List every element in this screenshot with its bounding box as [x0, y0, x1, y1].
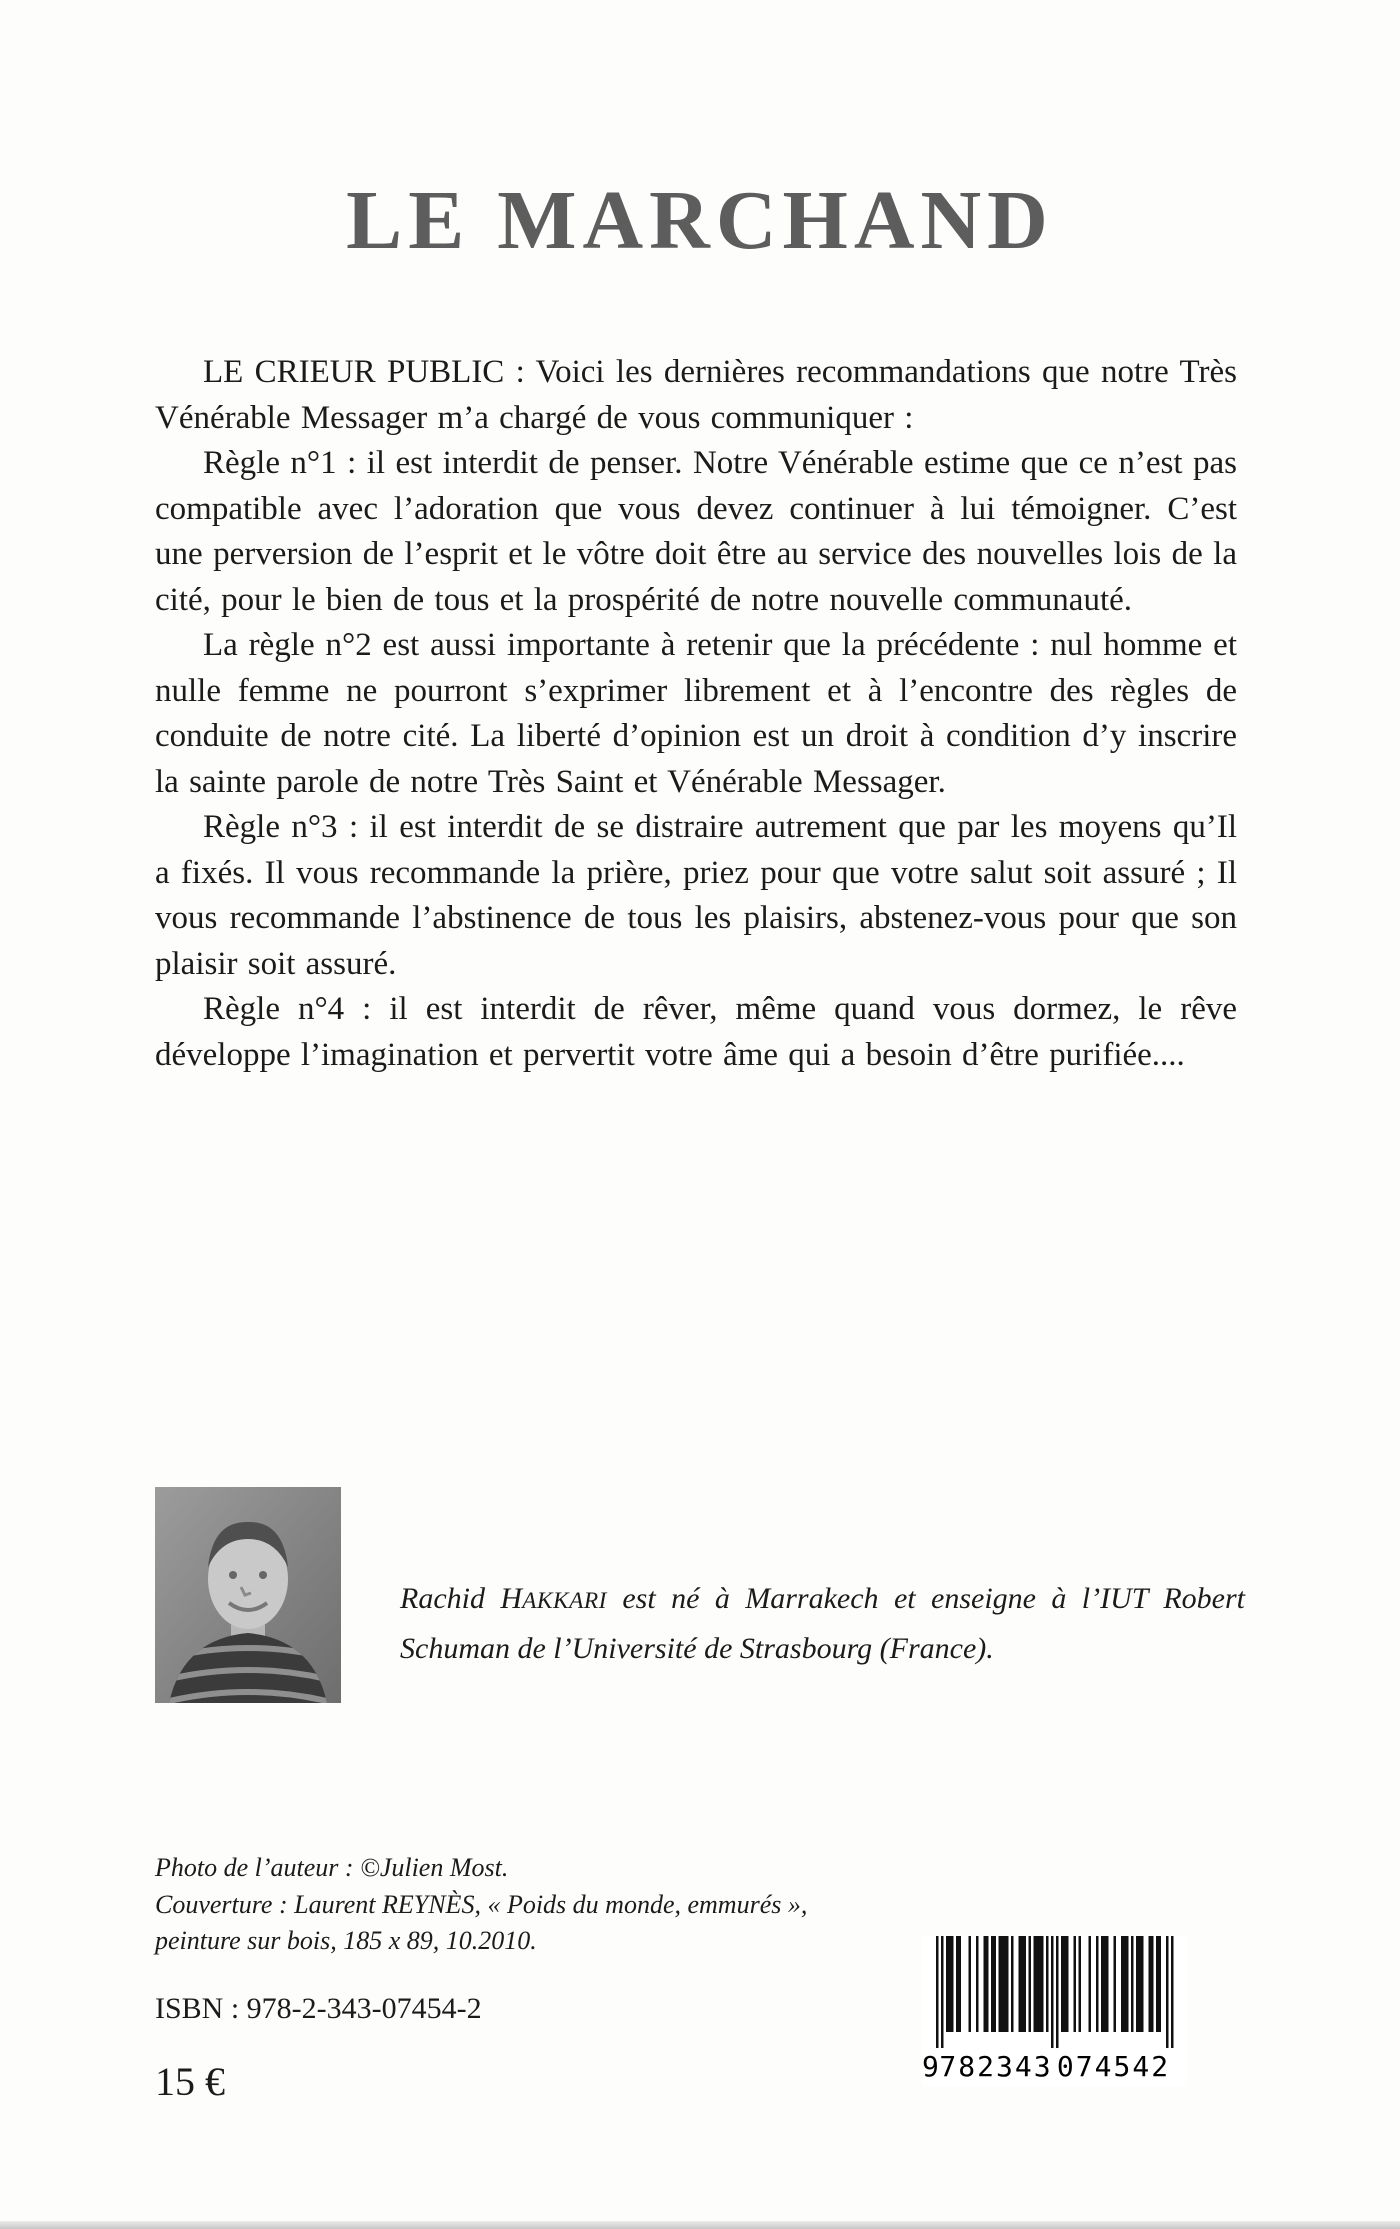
author-bio-text: est né à Marrakech et enseigne à l’IUT Robert Schuman de l’Université de Strasbourg (France). [400, 1582, 1245, 1665]
barcode [922, 1936, 1187, 2086]
page-bottom-edge [0, 2221, 1400, 2229]
body-paragraph: LE CRIEUR PUBLIC : Voici les dernières recommandations que notre Très Vénérable Messager m’a chargé de vous communiquer : [155, 354, 1237, 436]
credits-block [155, 1850, 915, 1960]
author-surname: AKKARI [522, 1588, 607, 1614]
book-title: LE MARCHAND [346, 174, 1054, 268]
credit-line-cover: Couverture : Laurent REYNÈS, « Poids du monde, emmurés », [155, 1889, 808, 1919]
isbn-label: ISBN : 978-2-343-07454-2 [155, 1992, 482, 2025]
author-photo [155, 1487, 341, 1703]
body-paragraph: La règle n°2 est aussi importante à retenir que la précédente : nul homme et nulle femme ne pourront s’exprimer librement et à l’encontre des règles de conduite de notre cité. La liberté d’opinion est un droit à condition d’y inscrire la sainte parole de notre Très Saint et Vénérable Messager. [155, 627, 1237, 800]
author-bio [400, 1575, 1245, 1672]
author-name: Rachid [400, 1582, 501, 1615]
back-cover-text [155, 350, 1237, 1078]
svg-text:782343: 782343 [939, 2050, 1053, 2083]
body-paragraph: Règle n°4 : il est interdit de rêver, même quand vous dormez, le rêve développe l’imagination et pervertit votre âme qui a besoin d’être purifiée.... [155, 991, 1237, 1073]
body-paragraph: Règle n°3 : il est interdit de se distraire autrement que par les moyens qu’Il a fixés. Il vous recommande la prière, priez pour que votre salut soit assuré ; Il vous recommande l’abstinence de tous les plaisirs, abstenez-vous pour que son plaisir soit assuré. [155, 809, 1237, 982]
svg-text:074542: 074542 [1056, 2050, 1171, 2083]
price-label: 15 € [155, 2059, 225, 2104]
barcode-svg [922, 1936, 1187, 2086]
body-paragraph: Règle n°1 : il est interdit de penser. Notre Vénérable estime que ce n’est pas compatible avec l’adoration que vous devez continuer à lui témoigner. C’est une perversion de l’esprit et le vôtre doit être au service des nouvelles lois de la cité, pour le bien de tous et la prospérité de notre nouvelle communauté. [155, 445, 1237, 618]
author-surname-initial: H [500, 1582, 523, 1615]
author-photo-image [155, 1487, 341, 1703]
credit-line-painting: peinture sur bois, 185 x 89, 10.2010. [155, 1926, 537, 1955]
svg-text:9: 9 [922, 2050, 941, 2083]
credit-line-photo: Photo de l’auteur : ©Julien Most. [155, 1853, 509, 1882]
